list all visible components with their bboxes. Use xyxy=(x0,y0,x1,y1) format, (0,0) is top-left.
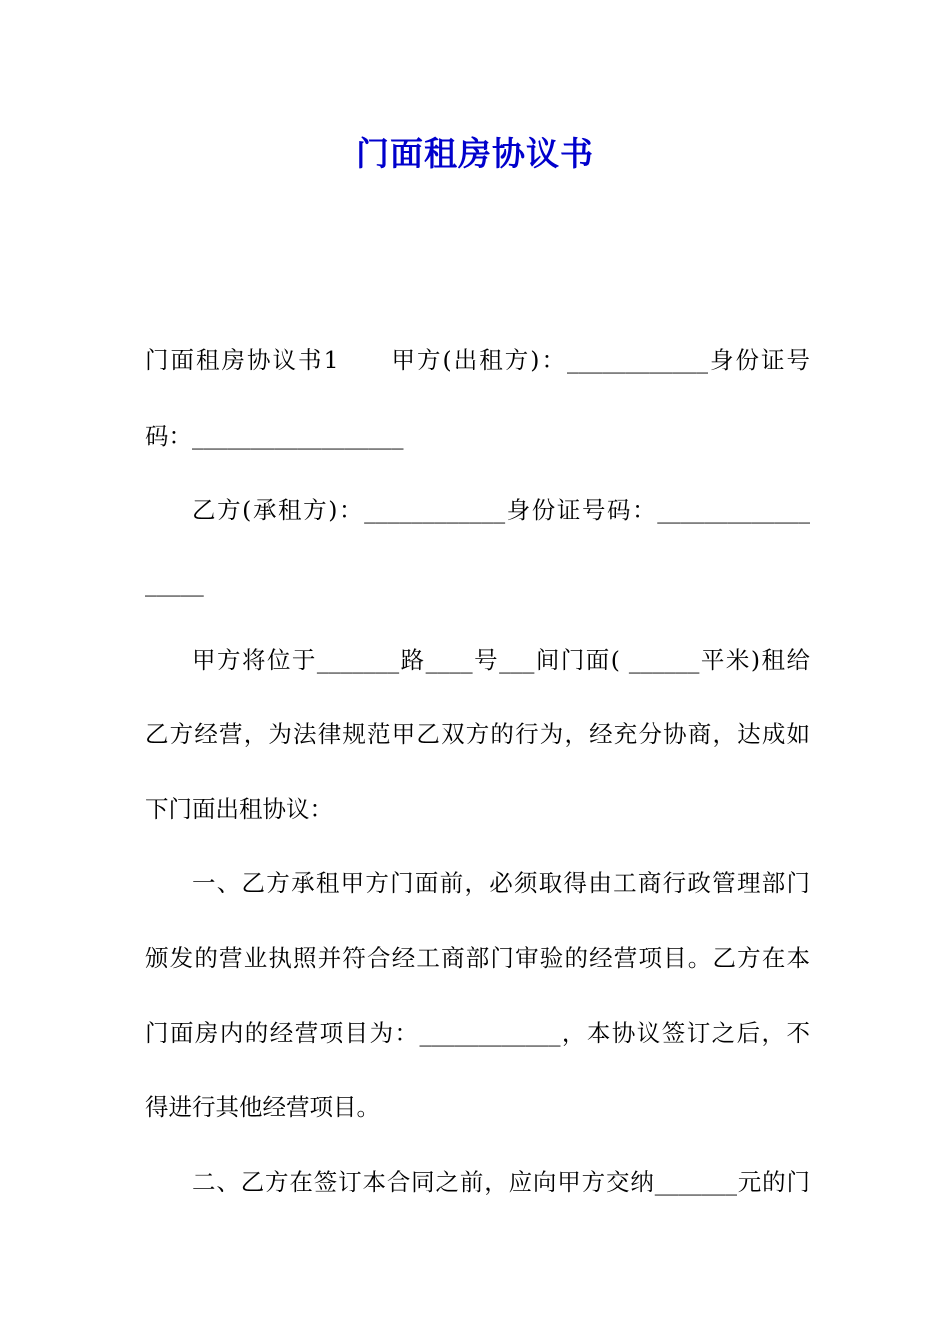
paragraph-line: 门面房内的经营项目为：____________，本协议签订之后，不 xyxy=(145,1019,810,1047)
document-title: 门面租房协议书 xyxy=(356,134,594,173)
paragraph-line: 乙方经营，为法律规范甲乙双方的行为，经充分协商，达成如 xyxy=(145,720,810,748)
paragraph-line: 乙方(承租方)：____________身份证号码：_____________ xyxy=(192,496,810,524)
paragraph-line: 得进行其他经营项目。 xyxy=(145,1093,380,1121)
paragraph-line: _____ xyxy=(145,569,204,597)
paragraph-line: 下门面出租协议： xyxy=(145,795,333,823)
paragraph-line: 二、乙方在签订本合同之前，应向甲方交纳_______元的门 xyxy=(192,1168,810,1196)
paragraph-line: 颁发的营业执照并符合经工商部门审验的经营项目。乙方在本 xyxy=(145,944,810,972)
paragraph-line: 门面租房协议书1 甲方(出租方)：____________身份证号 xyxy=(145,346,810,374)
paragraph-line: 甲方将位于_______路____号___间门面( ______平米)租给 xyxy=(192,646,810,674)
paragraph-line: 码：__________________ xyxy=(145,422,404,450)
paragraph-line: 一、乙方承租甲方门面前，必须取得由工商行政管理部门 xyxy=(192,869,810,897)
